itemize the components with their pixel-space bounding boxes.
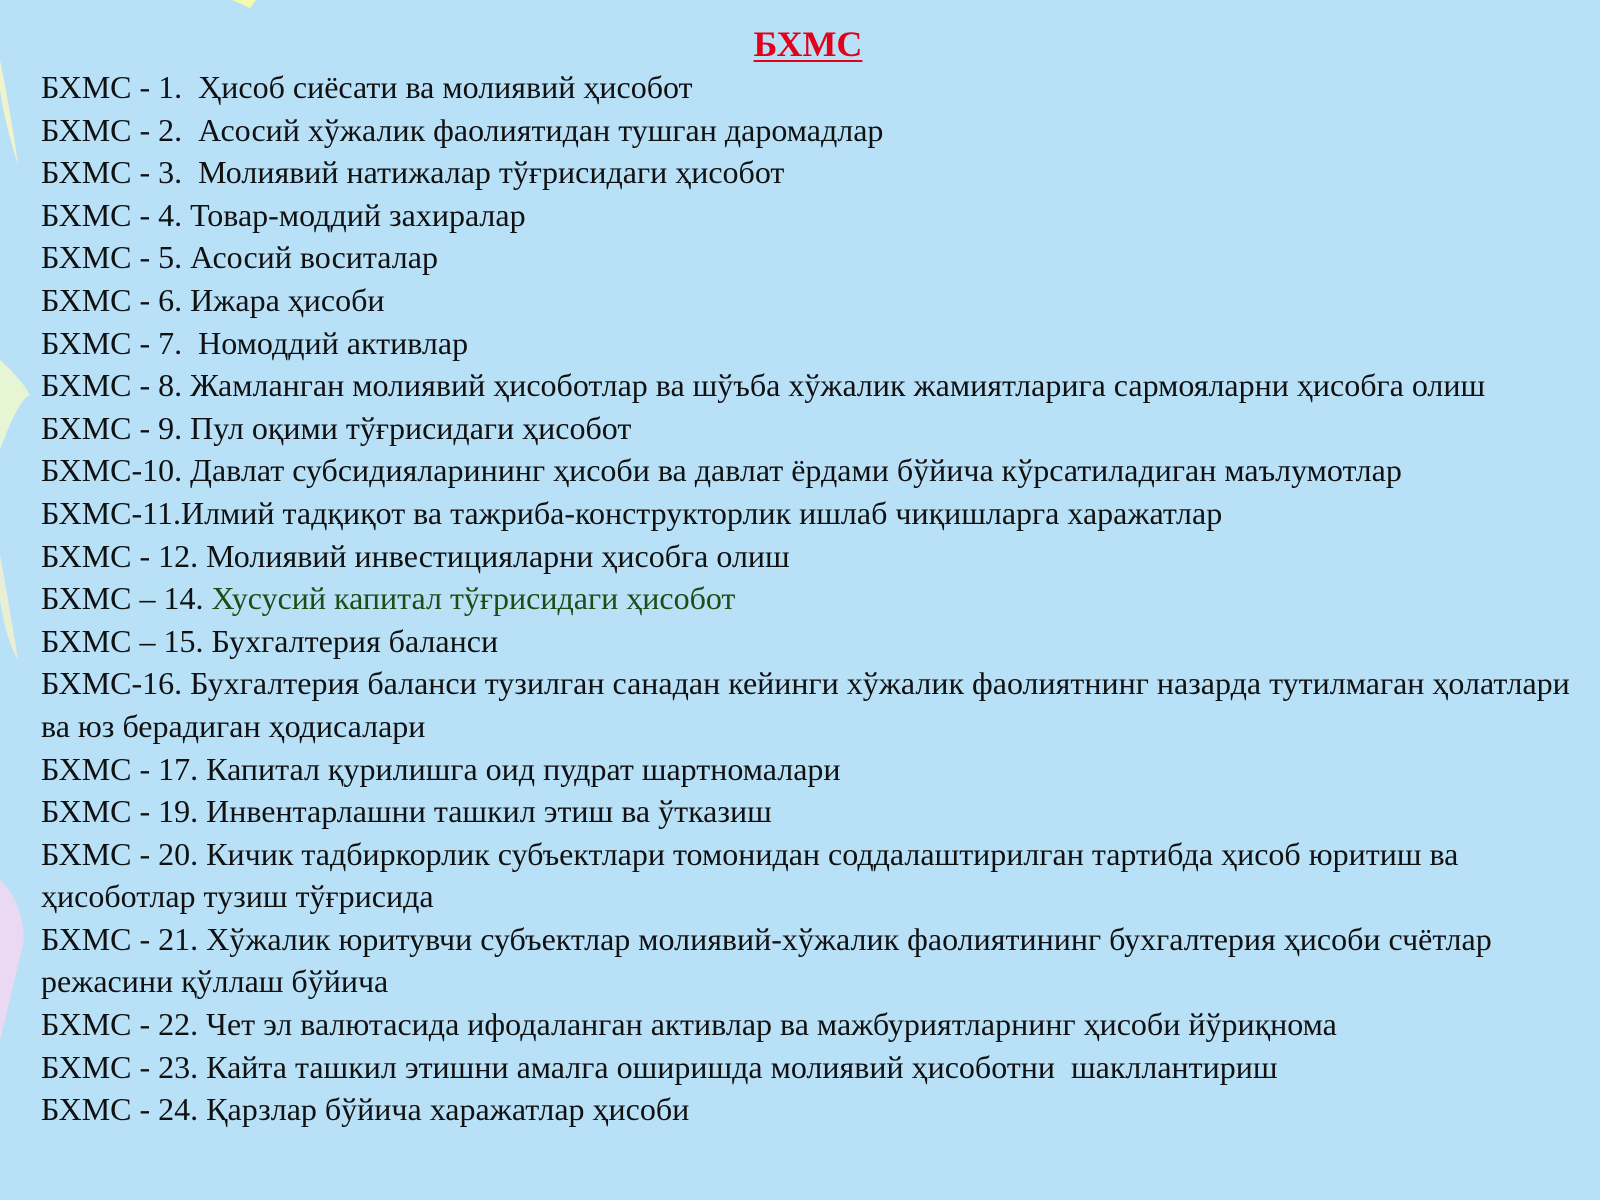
list-item: БХМС-16. Бухгалтерия баланси тузилган санадан кейинги хўжалик фаолиятнинг назарда тутилмаган ҳолатлари ва юз берадиган ҳодисалари [41,665,1578,744]
list-item: БХМС - 6. Ижара ҳисоби [41,281,385,318]
list-item: БХМС - 12. Молиявий инвестицияларни ҳисобга олиш [41,537,790,574]
list-item: БХМС – 15. Бухгалтерия баланси [41,622,499,659]
list-item: БХМС - 3. Молиявий натижалар тўғрисидаги ҳисобот [41,154,785,191]
list-item: БХМС - 23. Кайта ташкил этишни амалга оширишда молиявий ҳисоботни шакллантириш [41,1048,1278,1085]
list-item: БХМС - 21. Хўжалик юритувчи субъектлар молиявий-хўжалик фаолиятининг бухгалтерия ҳисоби счётлар режасини қўллаш бўйича [41,920,1500,1000]
list-item: БХМС - 24. Қарзлар бўйича харажатлар ҳисоби [41,1091,690,1128]
list-item: БХМС - 5. Асосий воситалар [41,239,438,276]
standards-list [41,66,1586,1131]
list-item: БХМС-10. Давлат субсидияларининг ҳисоби ва давлат ёрдами бўйича кўрсатиладиган маълумотлар [41,452,1402,489]
list-item: БХМС - 8. Жамланган молиявий ҳисоботлар ва шўъба хўжалик жамиятларига сармояларни ҳисобга олиш [41,367,1486,404]
list-item: БХМС - 22. Чет эл валютасида ифодаланган активлар ва мажбуриятларнинг ҳисоби йўриқнома [41,1006,1337,1043]
list-item: БХМС-11.Илмий тадқиқот ва тажриба-конструкторлик ишлаб чиқишларга харажатлар [41,494,1223,531]
list-item: БХМС - 2. Асосий хўжалик фаолиятидан тушган даромадлар [41,111,884,148]
list-item: БХМС - 17. Капитал қурилишга оид пудрат шартномалари [41,750,841,787]
slide-title: БХМС [753,24,863,64]
list-item: БХМС - 1. Ҳисоб сиёсати ва молиявий ҳисобот [41,69,693,105]
list-item-accent-text: Хусусий капитал тўғрисидаги ҳисобот [211,580,736,617]
list-item-prefix: БХМС – 14. [41,580,212,617]
list-item [41,577,1586,620]
list-item: БХМС - 4. Товар-моддий захиралар [41,196,526,233]
list-item: БХМС - 20. Кичик тадбиркорлик субъектлари томонидан соддалаштирилган тартибда ҳисоб юритиш ва ҳисоботлар тузиш тўғрисида [41,835,1467,915]
list-item: БХМС - 9. Пул оқими тўғрисидаги ҳисобот [41,409,632,446]
list-item: БХМС - 19. Инвентарлашни ташкил этиш ва ўтказиш [41,793,772,830]
list-item: БХМС - 7. Номоддий активлар [41,324,469,361]
